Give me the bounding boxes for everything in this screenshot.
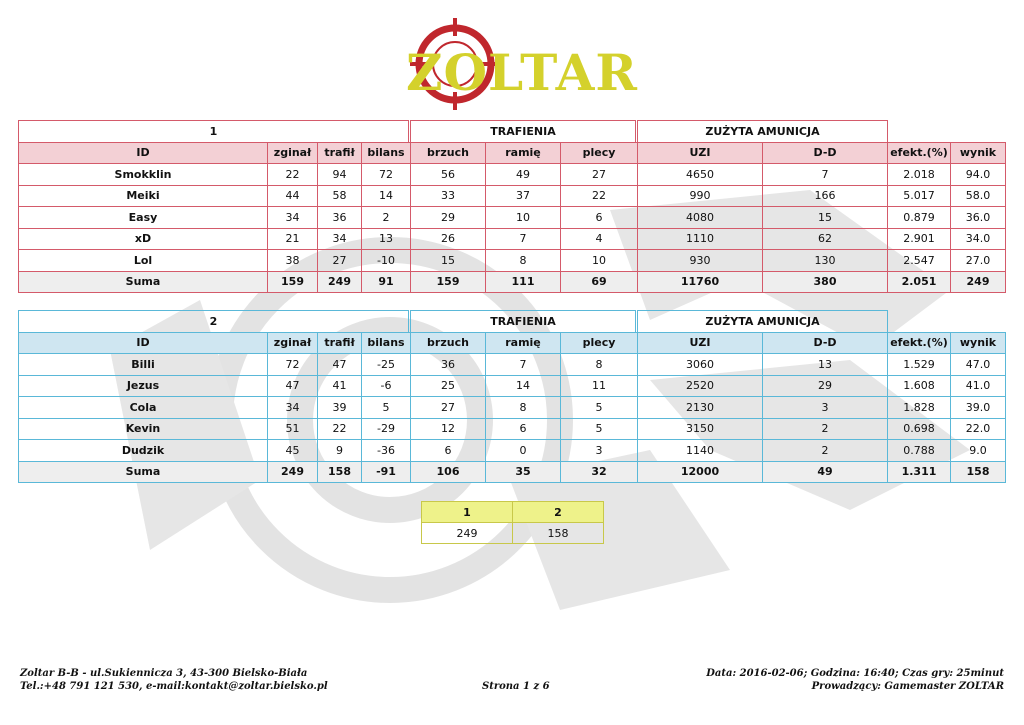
table-cell-dd: 166 — [762, 185, 888, 208]
team-title: 2 — [18, 310, 409, 333]
table-cell-bilans: 5 — [361, 396, 411, 419]
team-title: 1 — [18, 120, 409, 143]
table-cell-efekt: 2.547 — [887, 249, 951, 272]
sum-cell-zginal: 249 — [267, 461, 318, 484]
group-amunicja: ZUŻYTA AMUNICJA — [637, 120, 888, 143]
table-cell-trafil: 39 — [317, 396, 362, 419]
table-cell-ramie: 7 — [485, 228, 561, 251]
table-cell-plecy: 10 — [560, 249, 638, 272]
table-cell-wynik: 36.0 — [950, 206, 1006, 229]
table-cell-brzuch: 36 — [410, 353, 486, 376]
sum-label: Suma — [18, 271, 268, 294]
sum-cell-zginal: 159 — [267, 271, 318, 294]
player-name: Lol — [18, 249, 268, 272]
sum-cell-bilans: 91 — [361, 271, 411, 294]
table-cell-dd: 29 — [762, 375, 888, 398]
table-cell-trafil: 34 — [317, 228, 362, 251]
sum-cell-bilans: -91 — [361, 461, 411, 484]
team-table-2 — [18, 310, 1006, 484]
table-cell-wynik: 39.0 — [950, 396, 1006, 419]
table-cell-bilans: 14 — [361, 185, 411, 208]
table-cell-efekt: 1.828 — [887, 396, 951, 419]
table-cell-wynik: 58.0 — [950, 185, 1006, 208]
footer-left — [20, 667, 328, 693]
table-cell-dd: 62 — [762, 228, 888, 251]
table-cell-ramie: 49 — [485, 163, 561, 186]
table-cell-trafil: 58 — [317, 185, 362, 208]
column-header-zginal: zginał — [267, 142, 318, 165]
sum-cell-trafil: 158 — [317, 461, 362, 484]
column-header-id: ID — [18, 142, 268, 165]
results-value-1: 249 — [421, 522, 513, 544]
table-cell-brzuch: 6 — [410, 439, 486, 462]
footer-gamemaster: Prowadzący: Gamemaster ZOLTAR — [811, 681, 1004, 692]
sum-cell-plecy: 32 — [560, 461, 638, 484]
table-cell-efekt: 0.698 — [887, 418, 951, 441]
table-cell-efekt: 0.788 — [887, 439, 951, 462]
table-cell-ramie: 6 — [485, 418, 561, 441]
group-amunicja: ZUŻYTA AMUNICJA — [637, 310, 888, 333]
sum-label: Suma — [18, 461, 268, 484]
sum-cell-wynik: 158 — [950, 461, 1006, 484]
sum-cell-plecy: 69 — [560, 271, 638, 294]
table-cell-dd: 130 — [762, 249, 888, 272]
player-name: Meiki — [18, 185, 268, 208]
table-cell-ramie: 0 — [485, 439, 561, 462]
footer-date-info: Data: 2016-02-06; Godzina: 16:40; Czas gry: 25minut — [706, 668, 1004, 679]
table-cell-wynik: 22.0 — [950, 418, 1006, 441]
results-value-2: 158 — [512, 522, 604, 544]
table-cell-plecy: 5 — [560, 396, 638, 419]
table-cell-wynik: 27.0 — [950, 249, 1006, 272]
table-cell-plecy: 4 — [560, 228, 638, 251]
table-cell-trafil: 9 — [317, 439, 362, 462]
table-cell-trafil: 27 — [317, 249, 362, 272]
table-cell-brzuch: 56 — [410, 163, 486, 186]
table-cell-trafil: 94 — [317, 163, 362, 186]
table-cell-zginal: 44 — [267, 185, 318, 208]
table-cell-efekt: 2.901 — [887, 228, 951, 251]
table-cell-ramie: 10 — [485, 206, 561, 229]
table-cell-zginal: 34 — [267, 206, 318, 229]
sum-cell-brzuch: 106 — [410, 461, 486, 484]
column-header-uzi: UZI — [637, 142, 763, 165]
table-cell-ramie: 8 — [485, 396, 561, 419]
sum-cell-ramie: 111 — [485, 271, 561, 294]
table-cell-plecy: 22 — [560, 185, 638, 208]
table-cell-zginal: 38 — [267, 249, 318, 272]
table-cell-dd: 2 — [762, 439, 888, 462]
table-cell-efekt: 2.018 — [887, 163, 951, 186]
table-cell-zginal: 21 — [267, 228, 318, 251]
table-cell-bilans: 2 — [361, 206, 411, 229]
column-header-brzuch: brzuch — [410, 332, 486, 355]
table-cell-ramie: 7 — [485, 353, 561, 376]
table-cell-trafil: 47 — [317, 353, 362, 376]
column-header-efekt: efekt.(%) — [887, 142, 951, 165]
table-cell-bilans: 72 — [361, 163, 411, 186]
player-name: Easy — [18, 206, 268, 229]
team-table-1 — [18, 120, 1006, 294]
column-header-bilans: bilans — [361, 332, 411, 355]
table-cell-zginal: 72 — [267, 353, 318, 376]
table-cell-uzi: 930 — [637, 249, 763, 272]
sum-cell-trafil: 249 — [317, 271, 362, 294]
table-cell-brzuch: 27 — [410, 396, 486, 419]
table-cell-efekt: 1.608 — [887, 375, 951, 398]
table-cell-zginal: 34 — [267, 396, 318, 419]
footer-contact: Tel.:+48 791 121 530, e-mail:kontakt@zoltar.bielsko.pl — [20, 681, 328, 692]
table-cell-plecy: 8 — [560, 353, 638, 376]
footer-address: Zoltar B-B - ul.Sukiennicza 3, 43-300 Bielsko-Biała — [20, 668, 308, 679]
table-cell-brzuch: 15 — [410, 249, 486, 272]
sum-cell-efekt: 1.311 — [887, 461, 951, 484]
table-cell-uzi: 4650 — [637, 163, 763, 186]
table-cell-bilans: -36 — [361, 439, 411, 462]
table-cell-uzi: 2520 — [637, 375, 763, 398]
table-cell-efekt: 0.879 — [887, 206, 951, 229]
table-cell-efekt: 5.017 — [887, 185, 951, 208]
table-cell-uzi: 4080 — [637, 206, 763, 229]
column-header-dd: D-D — [762, 142, 888, 165]
table-cell-zginal: 45 — [267, 439, 318, 462]
zoltar-logo — [400, 14, 638, 114]
table-cell-uzi: 1140 — [637, 439, 763, 462]
column-header-wynik: wynik — [950, 142, 1006, 165]
table-cell-uzi: 2130 — [637, 396, 763, 419]
table-cell-bilans: 13 — [361, 228, 411, 251]
sum-cell-brzuch: 159 — [410, 271, 486, 294]
table-cell-brzuch: 25 — [410, 375, 486, 398]
table-cell-zginal: 51 — [267, 418, 318, 441]
table-cell-trafil: 41 — [317, 375, 362, 398]
table-cell-uzi: 3150 — [637, 418, 763, 441]
table-cell-plecy: 3 — [560, 439, 638, 462]
column-header-id: ID — [18, 332, 268, 355]
table-cell-wynik: 47.0 — [950, 353, 1006, 376]
table-cell-dd: 15 — [762, 206, 888, 229]
column-header-efekt: efekt.(%) — [887, 332, 951, 355]
table-cell-plecy: 5 — [560, 418, 638, 441]
group-trafienia: TRAFIENIA — [410, 310, 636, 333]
sum-cell-uzi: 11760 — [637, 271, 763, 294]
table-cell-bilans: -6 — [361, 375, 411, 398]
sum-cell-wynik: 249 — [950, 271, 1006, 294]
table-cell-efekt: 1.529 — [887, 353, 951, 376]
column-header-wynik: wynik — [950, 332, 1006, 355]
column-header-trafil: trafił — [317, 142, 362, 165]
player-name: xD — [18, 228, 268, 251]
sum-cell-dd: 49 — [762, 461, 888, 484]
results-table — [421, 501, 605, 545]
table-cell-wynik: 9.0 — [950, 439, 1006, 462]
table-cell-bilans: -29 — [361, 418, 411, 441]
footer-page-number: Strona 1 z 6 — [482, 681, 550, 692]
player-name: Jezus — [18, 375, 268, 398]
column-header-trafil: trafił — [317, 332, 362, 355]
table-cell-uzi: 1110 — [637, 228, 763, 251]
table-cell-plecy: 11 — [560, 375, 638, 398]
table-cell-plecy: 27 — [560, 163, 638, 186]
table-cell-zginal: 47 — [267, 375, 318, 398]
table-cell-brzuch: 33 — [410, 185, 486, 208]
table-cell-ramie: 8 — [485, 249, 561, 272]
player-name: Dudzik — [18, 439, 268, 462]
footer-right — [706, 667, 1004, 693]
table-cell-zginal: 22 — [267, 163, 318, 186]
table-cell-brzuch: 12 — [410, 418, 486, 441]
player-name: Cola — [18, 396, 268, 419]
table-cell-ramie: 37 — [485, 185, 561, 208]
table-cell-wynik: 41.0 — [950, 375, 1006, 398]
column-header-ramie: ramię — [485, 332, 561, 355]
group-trafienia: TRAFIENIA — [410, 120, 636, 143]
table-cell-brzuch: 29 — [410, 206, 486, 229]
column-header-uzi: UZI — [637, 332, 763, 355]
table-cell-uzi: 990 — [637, 185, 763, 208]
column-header-ramie: ramię — [485, 142, 561, 165]
table-cell-wynik: 94.0 — [950, 163, 1006, 186]
table-cell-trafil: 22 — [317, 418, 362, 441]
column-header-bilans: bilans — [361, 142, 411, 165]
player-name: Kevin — [18, 418, 268, 441]
table-cell-dd: 3 — [762, 396, 888, 419]
player-name: Billi — [18, 353, 268, 376]
table-cell-dd: 2 — [762, 418, 888, 441]
column-header-brzuch: brzuch — [410, 142, 486, 165]
table-cell-brzuch: 26 — [410, 228, 486, 251]
column-header-plecy: plecy — [560, 142, 638, 165]
sum-cell-efekt: 2.051 — [887, 271, 951, 294]
column-header-plecy: plecy — [560, 332, 638, 355]
table-cell-dd: 13 — [762, 353, 888, 376]
logo-text: ZOLTAR — [406, 43, 638, 102]
table-cell-trafil: 36 — [317, 206, 362, 229]
table-cell-bilans: -10 — [361, 249, 411, 272]
sum-cell-dd: 380 — [762, 271, 888, 294]
table-cell-dd: 7 — [762, 163, 888, 186]
sum-cell-ramie: 35 — [485, 461, 561, 484]
results-header-2: 2 — [512, 501, 604, 523]
player-name: Smokklin — [18, 163, 268, 186]
column-header-zginal: zginał — [267, 332, 318, 355]
table-cell-bilans: -25 — [361, 353, 411, 376]
sum-cell-uzi: 12000 — [637, 461, 763, 484]
table-cell-uzi: 3060 — [637, 353, 763, 376]
results-header-1: 1 — [421, 501, 513, 523]
table-cell-plecy: 6 — [560, 206, 638, 229]
column-header-dd: D-D — [762, 332, 888, 355]
table-cell-wynik: 34.0 — [950, 228, 1006, 251]
table-cell-ramie: 14 — [485, 375, 561, 398]
